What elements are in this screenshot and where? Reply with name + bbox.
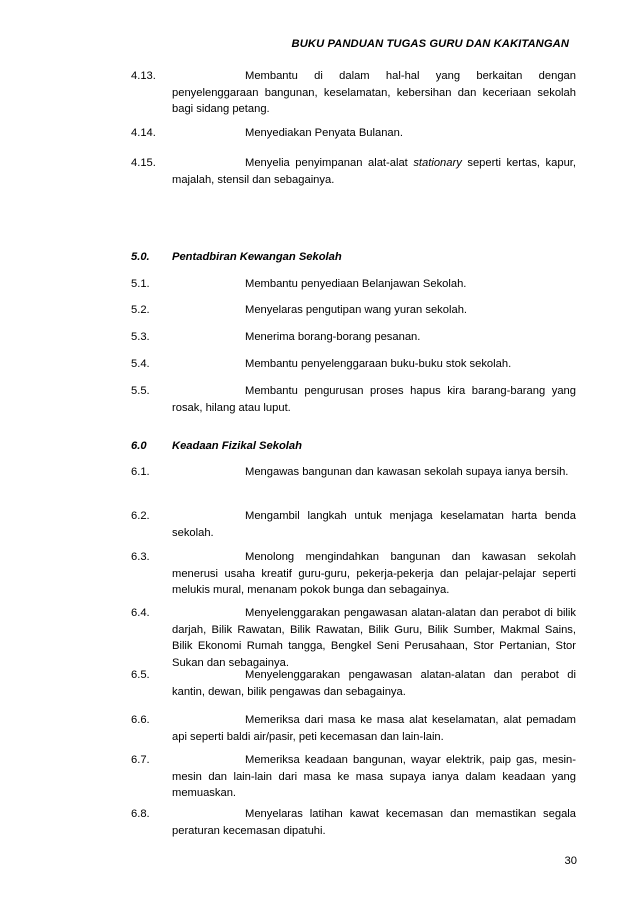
- item-number: 4.13.: [131, 70, 156, 82]
- list-item: [131, 806, 576, 839]
- item-number: 6.1.: [131, 466, 150, 478]
- item-text: Menerima borang-borang pesanan.: [245, 331, 421, 343]
- item-text: [172, 155, 576, 188]
- item-number: 4.14.: [131, 127, 156, 139]
- list-item: [131, 68, 576, 118]
- section-title: Pentadbiran Kewangan Sekolah: [172, 251, 342, 263]
- page-header: BUKU PANDUAN TUGAS GURU DAN KAKITANGAN: [291, 38, 569, 50]
- item-text: Membantu pengurusan proses hapus kira barang-barang yang rosak, hilang atau luput.: [172, 385, 576, 414]
- item-text: Membantu di dalam hal-hal yang berkaitan dengan penyelenggaraan bangunan, keselamatan, kebersihan dan keceriaan sekolah bagi sidang petang.: [172, 70, 576, 115]
- list-item: [131, 712, 576, 745]
- list-item: [131, 302, 576, 319]
- item-text: Memeriksa dari masa ke masa alat keselamatan, alat pemadam api seperti baldi air/pasir, peti kecemasan dan lain-lain.: [172, 714, 576, 743]
- list-item: [131, 464, 576, 481]
- list-item: [131, 605, 576, 671]
- item-number: 6.4.: [131, 607, 150, 619]
- list-item: [131, 752, 576, 802]
- section-title: Keadaan Fizikal Sekolah: [172, 440, 302, 452]
- section-heading: [131, 438, 576, 455]
- item-number: 6.3.: [131, 551, 150, 563]
- item-text-emphasis: stationary: [413, 157, 462, 169]
- list-item: [131, 508, 576, 541]
- item-text-part: seperti kertas, kapur, majalah, stensil dan sebagainya.: [172, 157, 577, 186]
- list-item: [131, 549, 576, 599]
- item-text: Menyelaras pengutipan wang yuran sekolah.: [245, 304, 468, 316]
- section-number: 5.0.: [131, 251, 150, 263]
- section-heading: [131, 249, 576, 266]
- item-text: Menyelenggarakan pengawasan alatan-alatan dan perabot di bilik darjah, Bilik Rawatan, Bilik Rawatan, Bilik Guru, Bilik Sumber, Makmal Sains, Bilik Ekonomi Rumah tangga, Bengkel Seni Perusahaan, Stor Pertanian, Stor Sukan dan sebagainya.: [172, 607, 576, 669]
- item-number: 6.8.: [131, 808, 150, 820]
- section-number: 6.0: [131, 440, 147, 452]
- item-text-part: Menyelia penyimpanan alat-alat: [245, 157, 414, 169]
- item-number: 5.4.: [131, 358, 150, 370]
- list-item: [131, 125, 576, 142]
- item-number: 6.2.: [131, 510, 150, 522]
- list-item: [131, 667, 576, 700]
- item-text: Membantu penyelenggaraan buku-buku stok sekolah.: [245, 358, 512, 370]
- item-number: 6.7.: [131, 754, 150, 766]
- item-text: Membantu penyediaan Belanjawan Sekolah.: [245, 278, 467, 290]
- list-item: [131, 356, 576, 373]
- item-text: Menyelaras latihan kawat kecemasan dan memastikan segala peraturan kecemasan dipatuhi.: [172, 808, 576, 837]
- item-text: Menolong mengindahkan bangunan dan kawasan sekolah menerusi usaha kreatif guru-guru, pekerja-pekerja dan pelajar-pelajar seperti melukis mural, menanam pokok bunga dan sebagainya.: [172, 551, 576, 596]
- page-number: 30: [564, 855, 577, 867]
- item-text: Menyediakan Penyata Bulanan.: [245, 127, 403, 139]
- item-number: 6.5.: [131, 669, 150, 681]
- item-number: 5.5.: [131, 385, 150, 397]
- item-text: Menyelenggarakan pengawasan alatan-alatan dan perabot di kantin, dewan, bilik pengawas dan sebagainya.: [172, 669, 576, 698]
- item-number: 5.3.: [131, 331, 150, 343]
- list-item: [131, 155, 576, 188]
- item-number: 4.15.: [131, 157, 156, 169]
- list-item: [131, 383, 576, 416]
- item-number: 5.2.: [131, 304, 150, 316]
- item-text: Memeriksa keadaan bangunan, wayar elektrik, paip gas, mesin-mesin dan lain-lain dari masa ke masa supaya ianya dalam keadaan yang memuaskan.: [172, 754, 576, 799]
- list-item: [131, 329, 576, 346]
- item-number: 6.6.: [131, 714, 150, 726]
- item-text: Mengawas bangunan dan kawasan sekolah supaya ianya bersih.: [245, 466, 569, 478]
- item-number: 5.1.: [131, 278, 150, 290]
- list-item: [131, 276, 576, 293]
- item-text: Mengambil langkah untuk menjaga keselamatan harta benda sekolah.: [172, 510, 576, 539]
